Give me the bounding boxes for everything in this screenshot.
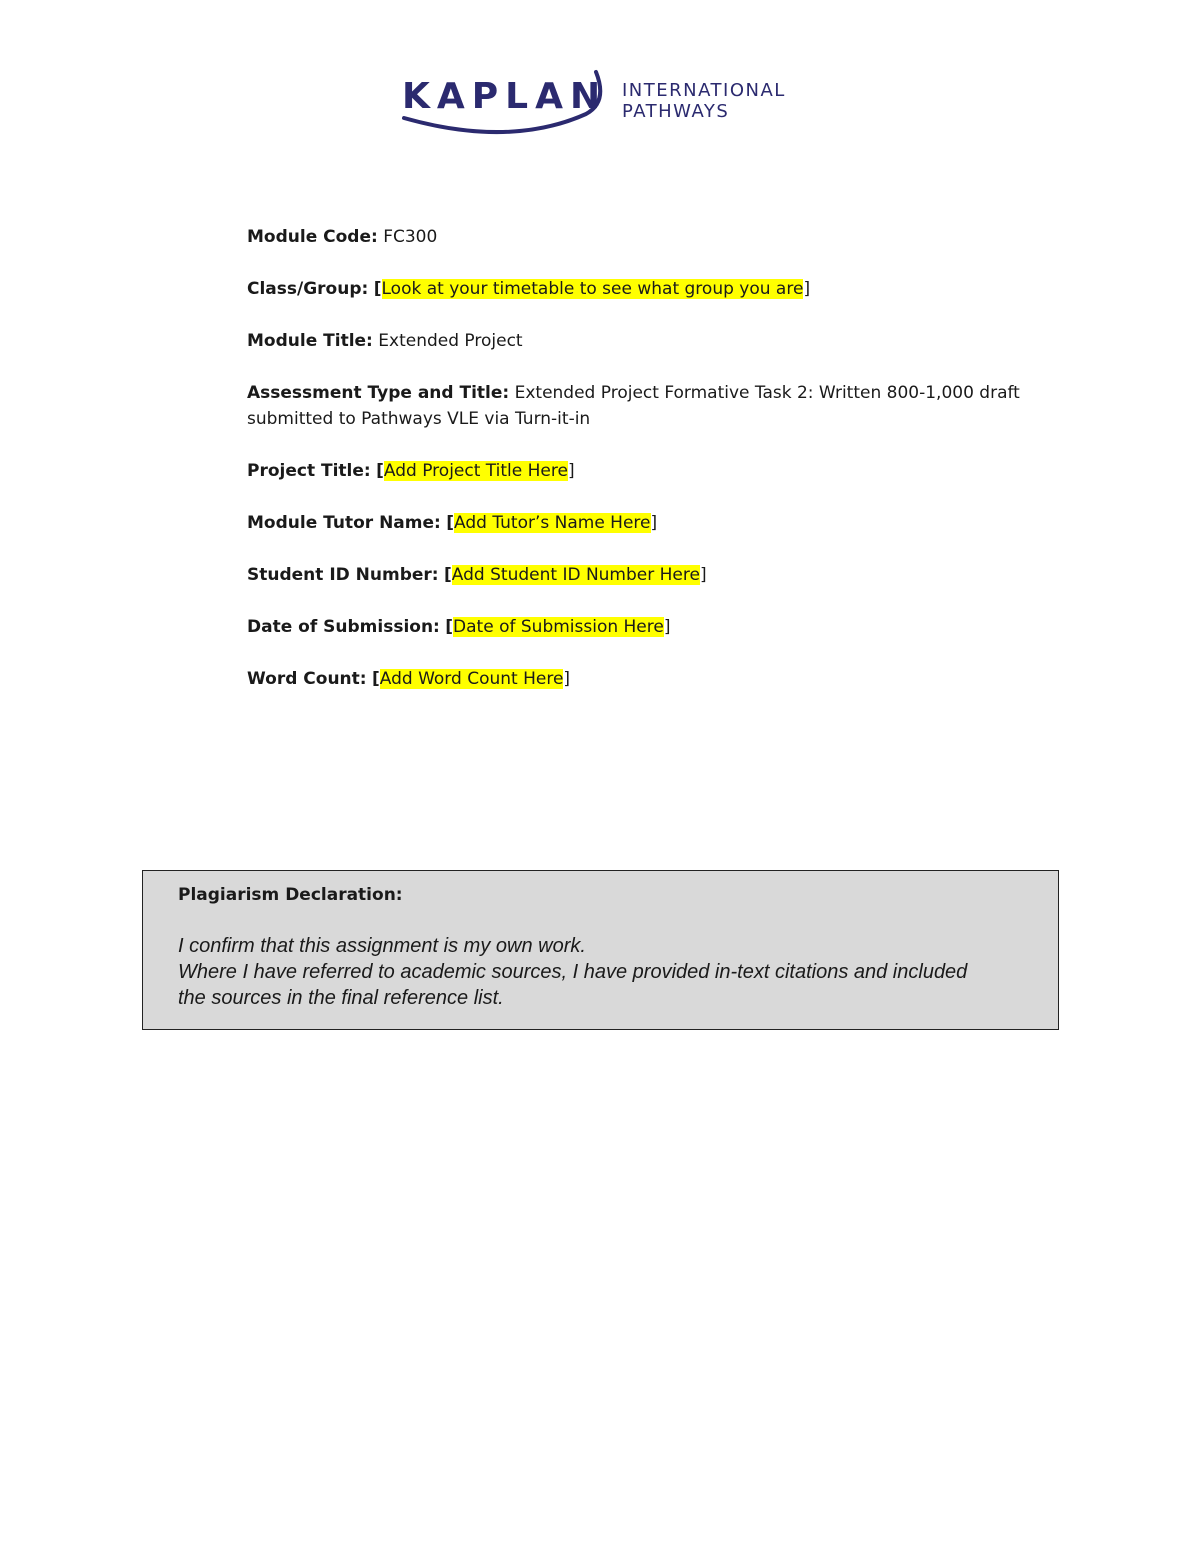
- close-bracket: ]: [563, 669, 571, 689]
- open-bracket: [: [445, 617, 454, 637]
- close-bracket: ]: [803, 279, 811, 299]
- cover-fields: [247, 224, 1047, 718]
- declaration-title: Plagiarism Declaration:: [178, 885, 403, 905]
- field-value-line2: submitted to Pathways VLE via Turn-it-in: [247, 409, 591, 429]
- logo-line-pathways: PATHWAYS: [622, 101, 730, 122]
- logo-line-international: INTERNATIONAL: [622, 80, 786, 101]
- field-value: Extended Project: [378, 331, 523, 351]
- field-label: Student ID Number:: [247, 565, 439, 585]
- field-module-code: [247, 224, 1047, 250]
- placeholder-tutor-name[interactable]: Add Tutor’s Name Here: [454, 513, 651, 533]
- placeholder-student-id[interactable]: Add Student ID Number Here: [451, 565, 700, 585]
- declaration-line: the sources in the final reference list.: [178, 987, 504, 1009]
- placeholder-word-count[interactable]: Add Word Count Here: [379, 669, 564, 689]
- logo-wordmark: KAPLAN: [402, 76, 608, 117]
- placeholder-project-title[interactable]: Add Project Title Here: [383, 461, 568, 481]
- field-submission-date: [247, 614, 1047, 640]
- close-bracket: ]: [663, 617, 671, 637]
- open-bracket: [: [372, 669, 380, 689]
- field-label: Date of Submission:: [247, 617, 440, 637]
- kaplan-logo: [400, 66, 800, 142]
- declaration-line: I confirm that this assignment is my own work.: [178, 935, 586, 957]
- close-bracket: ]: [699, 565, 707, 585]
- field-value-line1: Extended Project Formative Task 2: Written 800-1,000 draft: [514, 383, 1020, 403]
- field-project-title: [247, 458, 1047, 484]
- placeholder-class-group[interactable]: Look at your timetable to see what group you are: [381, 279, 804, 299]
- open-bracket: [: [444, 565, 452, 585]
- open-bracket: [: [373, 279, 382, 299]
- field-class-group: [247, 276, 1047, 302]
- field-student-id: [247, 562, 1047, 588]
- declaration-line: Where I have referred to academic sources, I have provided in-text citations and included: [178, 961, 968, 983]
- close-bracket: ]: [650, 513, 658, 533]
- field-tutor-name: [247, 510, 1047, 536]
- open-bracket: [: [376, 461, 384, 481]
- declaration-body: [178, 933, 1048, 1011]
- field-label: Module Title:: [247, 331, 373, 351]
- field-label: Project Title:: [247, 461, 371, 481]
- placeholder-submission-date[interactable]: Date of Submission Here: [453, 617, 664, 637]
- field-module-title: [247, 328, 1047, 354]
- open-bracket: [: [446, 513, 455, 533]
- field-label: Word Count:: [247, 669, 367, 689]
- field-label: Assessment Type and Title:: [247, 383, 510, 403]
- field-value: FC300: [383, 227, 438, 247]
- kaplan-logo-graphic: [400, 66, 800, 142]
- field-label: Module Tutor Name:: [247, 513, 441, 533]
- plagiarism-declaration-box: [142, 870, 1059, 1030]
- field-label: Module Code:: [247, 227, 378, 247]
- close-bracket: ]: [567, 461, 575, 481]
- field-label: Class/Group:: [247, 279, 369, 299]
- field-assessment: [247, 380, 1047, 432]
- field-word-count: [247, 666, 1047, 692]
